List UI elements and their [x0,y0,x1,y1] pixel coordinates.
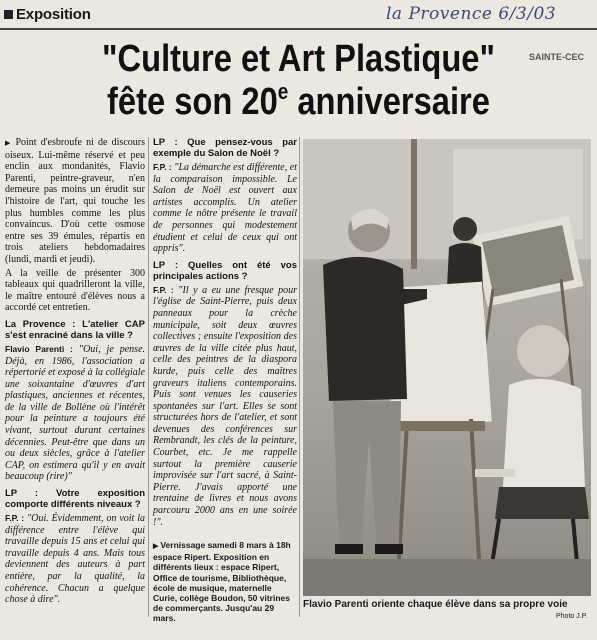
answer-4 [153,285,297,528]
intro-paragraph: ▶ Point d'esbroufe ni de discours oiseux. Lui-même réservé et peu enclin aux mondanités, Flavio Parenti, peintre-graveur, n'en demeure pas moins un érudit sur l'histoire de l'art, qui touche les plus humbles comme les plus convaincus. D'où cette osmose entre ses 39 émules, répartis en trois ateliers hebdomadaires (lundi, mardi et jeudi). [5,137,145,266]
article-photo [303,139,591,596]
column-divider-2 [299,137,300,617]
handwritten-date-note: la Provence 6/3/03 [386,4,557,24]
answer-2-text: "Oui. Évidemment, on voit la différence entre l'élève qui travaille depuis 15 ans et celui qui travaille depuis 4 ans. Mais tous deviennent des auteurs à part entière, par la qualité, la cohérence. Chacun a quelque chose à dire". [5,513,145,606]
headline [42,38,555,124]
answer-4-text: "Il y a eu une fresque pour l'église de Saint-Pierre, puis deux panneaux pour la crèche municipale, soit deux œuvres collectives ; ensuite l'exposition des œuvres de la ville citée plus haut, celle des peintres de la diaspora kurde, puis celle des maîtres graveurs italiens contemporains. Puis sont venues les causeries spontanées sur l'art. Elles se sont structurées hors de l'atelier, et sont devenues des conférences sur Rembrandt, les clés de la peinture, Courbet, etc. Je me rappelle surtout la première causerie improvisée sur l'art sacré, à Saint-Pierre. J'avais apporté une trentaine de livres et nous avons parcouru 2000 ans en une soirée !". [153,284,297,528]
headline-line-2-text: fête son 20 [107,81,278,123]
header-rule [0,28,597,30]
headline-line-1: "Culture et Art Plastique" [102,38,495,80]
answer-3-text: "La démarche est différente, et la comparaison impossible. Le Salon de Noël est ouvert aux artistes accomplis. Un atelier comme le nôtre présente le travail de personnes qui modestement étudient et celui de ceux qui ont appris". [153,162,297,255]
answer-2-speaker: F.P. : [5,513,25,524]
answer-2 [5,513,145,606]
vernissage-info: ▶ Vernissage samedi 8 mars à 18h espace Ripert. Exposition en différents lieux : espace Ripert, Office de tourisme, Bibliothèque, école de musique, maternelle Curie, collège Boudon, 50 vitrines de commerçants. Jusqu'au 29 mars. [153,540,297,624]
seated-student [475,325,589,584]
answer-3-speaker: F.P. : [153,162,172,172]
answer-1-speaker: Flavio Parenti : [5,343,73,354]
headline-line-2 [42,81,555,124]
column-divider-1 [148,137,149,617]
question-2: LP : Votre exposition comporte différents niveaux ? [5,488,145,511]
paragraph-2: A la veille de présenter 300 tableaux qui quadrilleront la ville, le maître entouré d'élèves nous a accordé cet entretien. [5,267,145,314]
adjacent-article-fragment: SAINTE-CEC [528,52,584,62]
headline-superscript: e [277,79,289,104]
article-column-2 [153,137,297,530]
headline-line-2-end: anniversaire [288,81,490,123]
answer-4-speaker: F.P. : [153,284,174,295]
rubric-label: Exposition [16,6,91,23]
photo-credit: Photo J.P. [556,613,588,620]
question-1: La Provence : L'atelier CAP s'est enraciné dans la ville ? [5,318,145,341]
article-column-1 [5,137,145,608]
question-4: LP : Quelles ont été vos principales actions ? [153,259,297,282]
question-3: LP : Que pensez-vous par exemple du Salon de Noël ? [153,137,297,159]
answer-1-text: "Oui, je pense. Déjà, en 1986, l'association a répertorié et exposé à la collégiale une soixantaine d'œuvres d'art plastiques, anciennes et récentes, de la ville de Bollène où l'intérêt pour la peinture a toujours été vivant, surtout durant certaines décennies. Peut-être que dans un ou deux siècles, grâce à l'atelier CAP, on estimera qu'il y en avait beaucoup (rire)" [5,343,146,483]
answer-3 [153,162,297,255]
photo-caption: Flavio Parenti oriente chaque élève dans sa propre voie [303,599,568,610]
photo-illustration [303,139,591,596]
answer-1 [5,344,145,483]
rubric-marker [4,10,13,19]
